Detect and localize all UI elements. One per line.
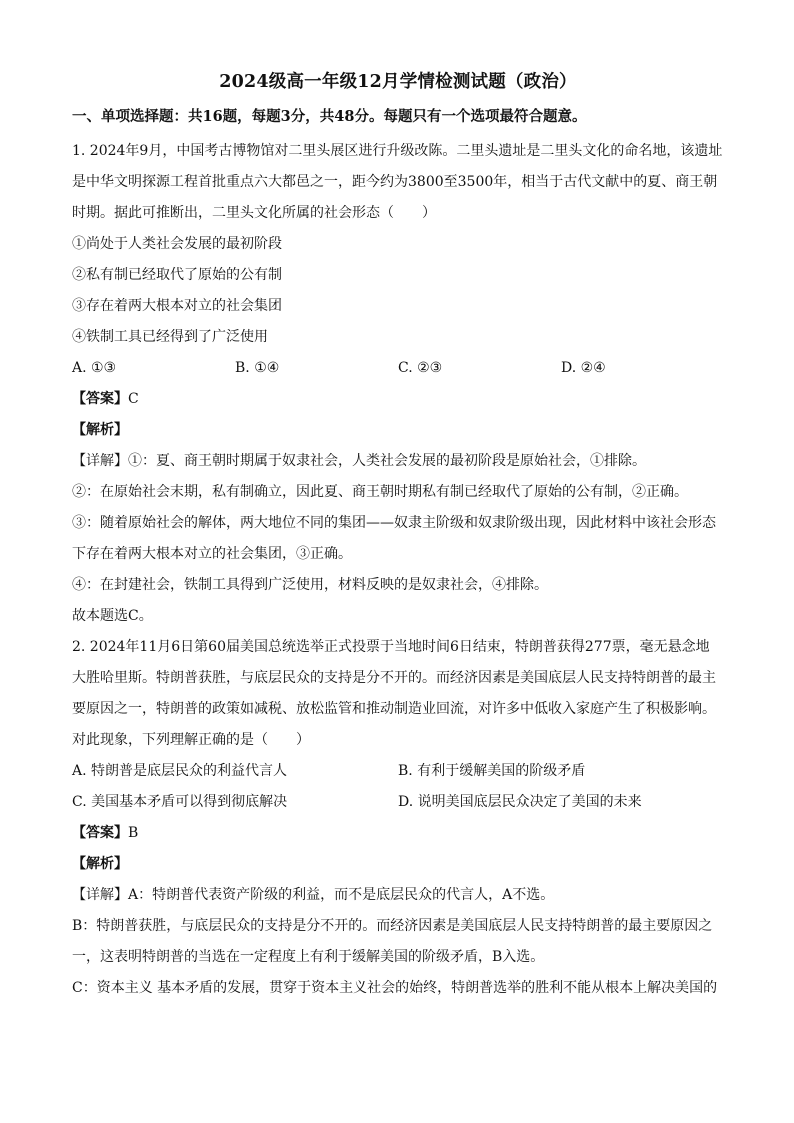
answer-label: 【答案】 bbox=[72, 825, 128, 841]
q1-answer bbox=[72, 384, 724, 415]
q1-item: ①尚处于人类社会发展的最初阶段 bbox=[72, 236, 282, 252]
exam-title: 2024级高一年级12月学情检测试题（政治） bbox=[219, 72, 577, 92]
answer-label: 【答案】 bbox=[72, 391, 128, 407]
q2-options-row-1 bbox=[72, 756, 724, 787]
q1-detail-line: ④：在封建社会，铁制工具得到广泛使用，材料反映的是奴隶社会，④排除。 bbox=[72, 577, 548, 593]
q1-option-b: B. ①④ bbox=[235, 360, 280, 376]
q1-stem-line: 时期。据此可推断出，二里头文化所属的社会形态（ ） bbox=[72, 205, 436, 221]
q1-detail-line: 故本题选C。 bbox=[72, 608, 153, 624]
q1-option-a: A. ①③ bbox=[72, 360, 117, 376]
q2-option-a: A. 特朗普是底层民众的利益代言人 bbox=[72, 763, 288, 779]
q1-detail-line: ③：随着原始社会的解体，两大地位不同的集团——奴隶主阶级和奴隶阶级出现，因此材料中该社会形态 bbox=[72, 515, 716, 531]
q1-analysis-label: 【解析】 bbox=[72, 422, 128, 438]
q1-stem-line: 1. 2024年9月，中国考古博物馆对二里头展区进行升级改陈。二里头遗址是二里头文化的命名地，该遗址 bbox=[72, 143, 723, 159]
q2-option-d: D. 说明美国底层民众决定了美国的未来 bbox=[398, 794, 642, 810]
q2-detail-line: 【详解】A：特朗普代表资产阶级的利益，而不是底层民众的代言人，A不选。 bbox=[72, 887, 555, 903]
answer-value: C bbox=[128, 391, 139, 407]
q1-option-c: C. ②③ bbox=[398, 360, 443, 376]
q2-option-c: C. 美国基本矛盾可以得到彻底解决 bbox=[72, 794, 288, 810]
q1-detail-line: ②：在原始社会末期，私有制确立，因此夏、商王朝时期私有制已经取代了原始的公有制，②正确。 bbox=[72, 484, 688, 500]
q2-options-row-2 bbox=[72, 787, 724, 818]
q2-stem-line: 对此现象，下列理解正确的是（ ） bbox=[72, 732, 310, 748]
q2-stem-line: 要原因之一，特朗普的政策如减税、放松监管和推动制造业回流，对许多中低收入家庭产生了积极影响。 bbox=[72, 701, 716, 717]
q1-options bbox=[72, 353, 724, 384]
q1-detail-line: 下存在着两大根本对立的社会集团，③正确。 bbox=[72, 546, 352, 562]
q2-stem-line: 2. 2024年11月6日第60届美国总统选举正式投票于当地时间6日结束，特朗普获得277票，毫无悬念地 bbox=[72, 639, 710, 655]
q2-detail-line: B：特朗普获胜，与底层民众的支持是分不开的。而经济因素是美国底层人民支持特朗普的最主要原因之 bbox=[72, 918, 713, 934]
q2-option-b: B. 有利于缓解美国的阶级矛盾 bbox=[398, 763, 586, 779]
q2-stem-line: 大胜哈里斯。特朗普获胜，与底层民众的支持是分不开的。而经济因素是美国底层人民支持特朗普的最主 bbox=[72, 670, 716, 686]
q2-answer bbox=[72, 818, 724, 849]
q1-detail-line: 【详解】①：夏、商王朝时期属于奴隶社会，人类社会发展的最初阶段是原始社会，①排除。 bbox=[72, 453, 646, 469]
q1-item: ③存在着两大根本对立的社会集团 bbox=[72, 298, 282, 314]
q2-detail-line: 一，这表明特朗普的当选在一定程度上有利于缓解美国的阶级矛盾，B入选。 bbox=[72, 949, 545, 965]
answer-value: B bbox=[128, 825, 139, 841]
q2-detail-line: C：资本主义 基本矛盾的发展，贯穿于资本主义社会的始终，特朗普选举的胜利不能从根本上解决美国的 bbox=[72, 980, 718, 996]
q1-option-d: D. ②④ bbox=[561, 360, 606, 376]
question-2 bbox=[72, 632, 724, 1004]
document-page bbox=[72, 68, 724, 1004]
q1-item: ②私有制已经取代了原始的公有制 bbox=[72, 267, 282, 283]
question-1 bbox=[72, 136, 724, 632]
q2-analysis-label: 【解析】 bbox=[72, 856, 128, 872]
section-heading: 一、单项选择题：共16题，每题3分，共48分。每题只有一个选项最符合题意。 bbox=[72, 108, 587, 125]
q1-item: ④铁制工具已经得到了广泛使用 bbox=[72, 329, 268, 345]
q1-stem-line: 是中华文明探源工程首批重点六大都邑之一，距今约为3800至3500年，相当于古代文献中的夏、商王朝 bbox=[72, 174, 718, 190]
